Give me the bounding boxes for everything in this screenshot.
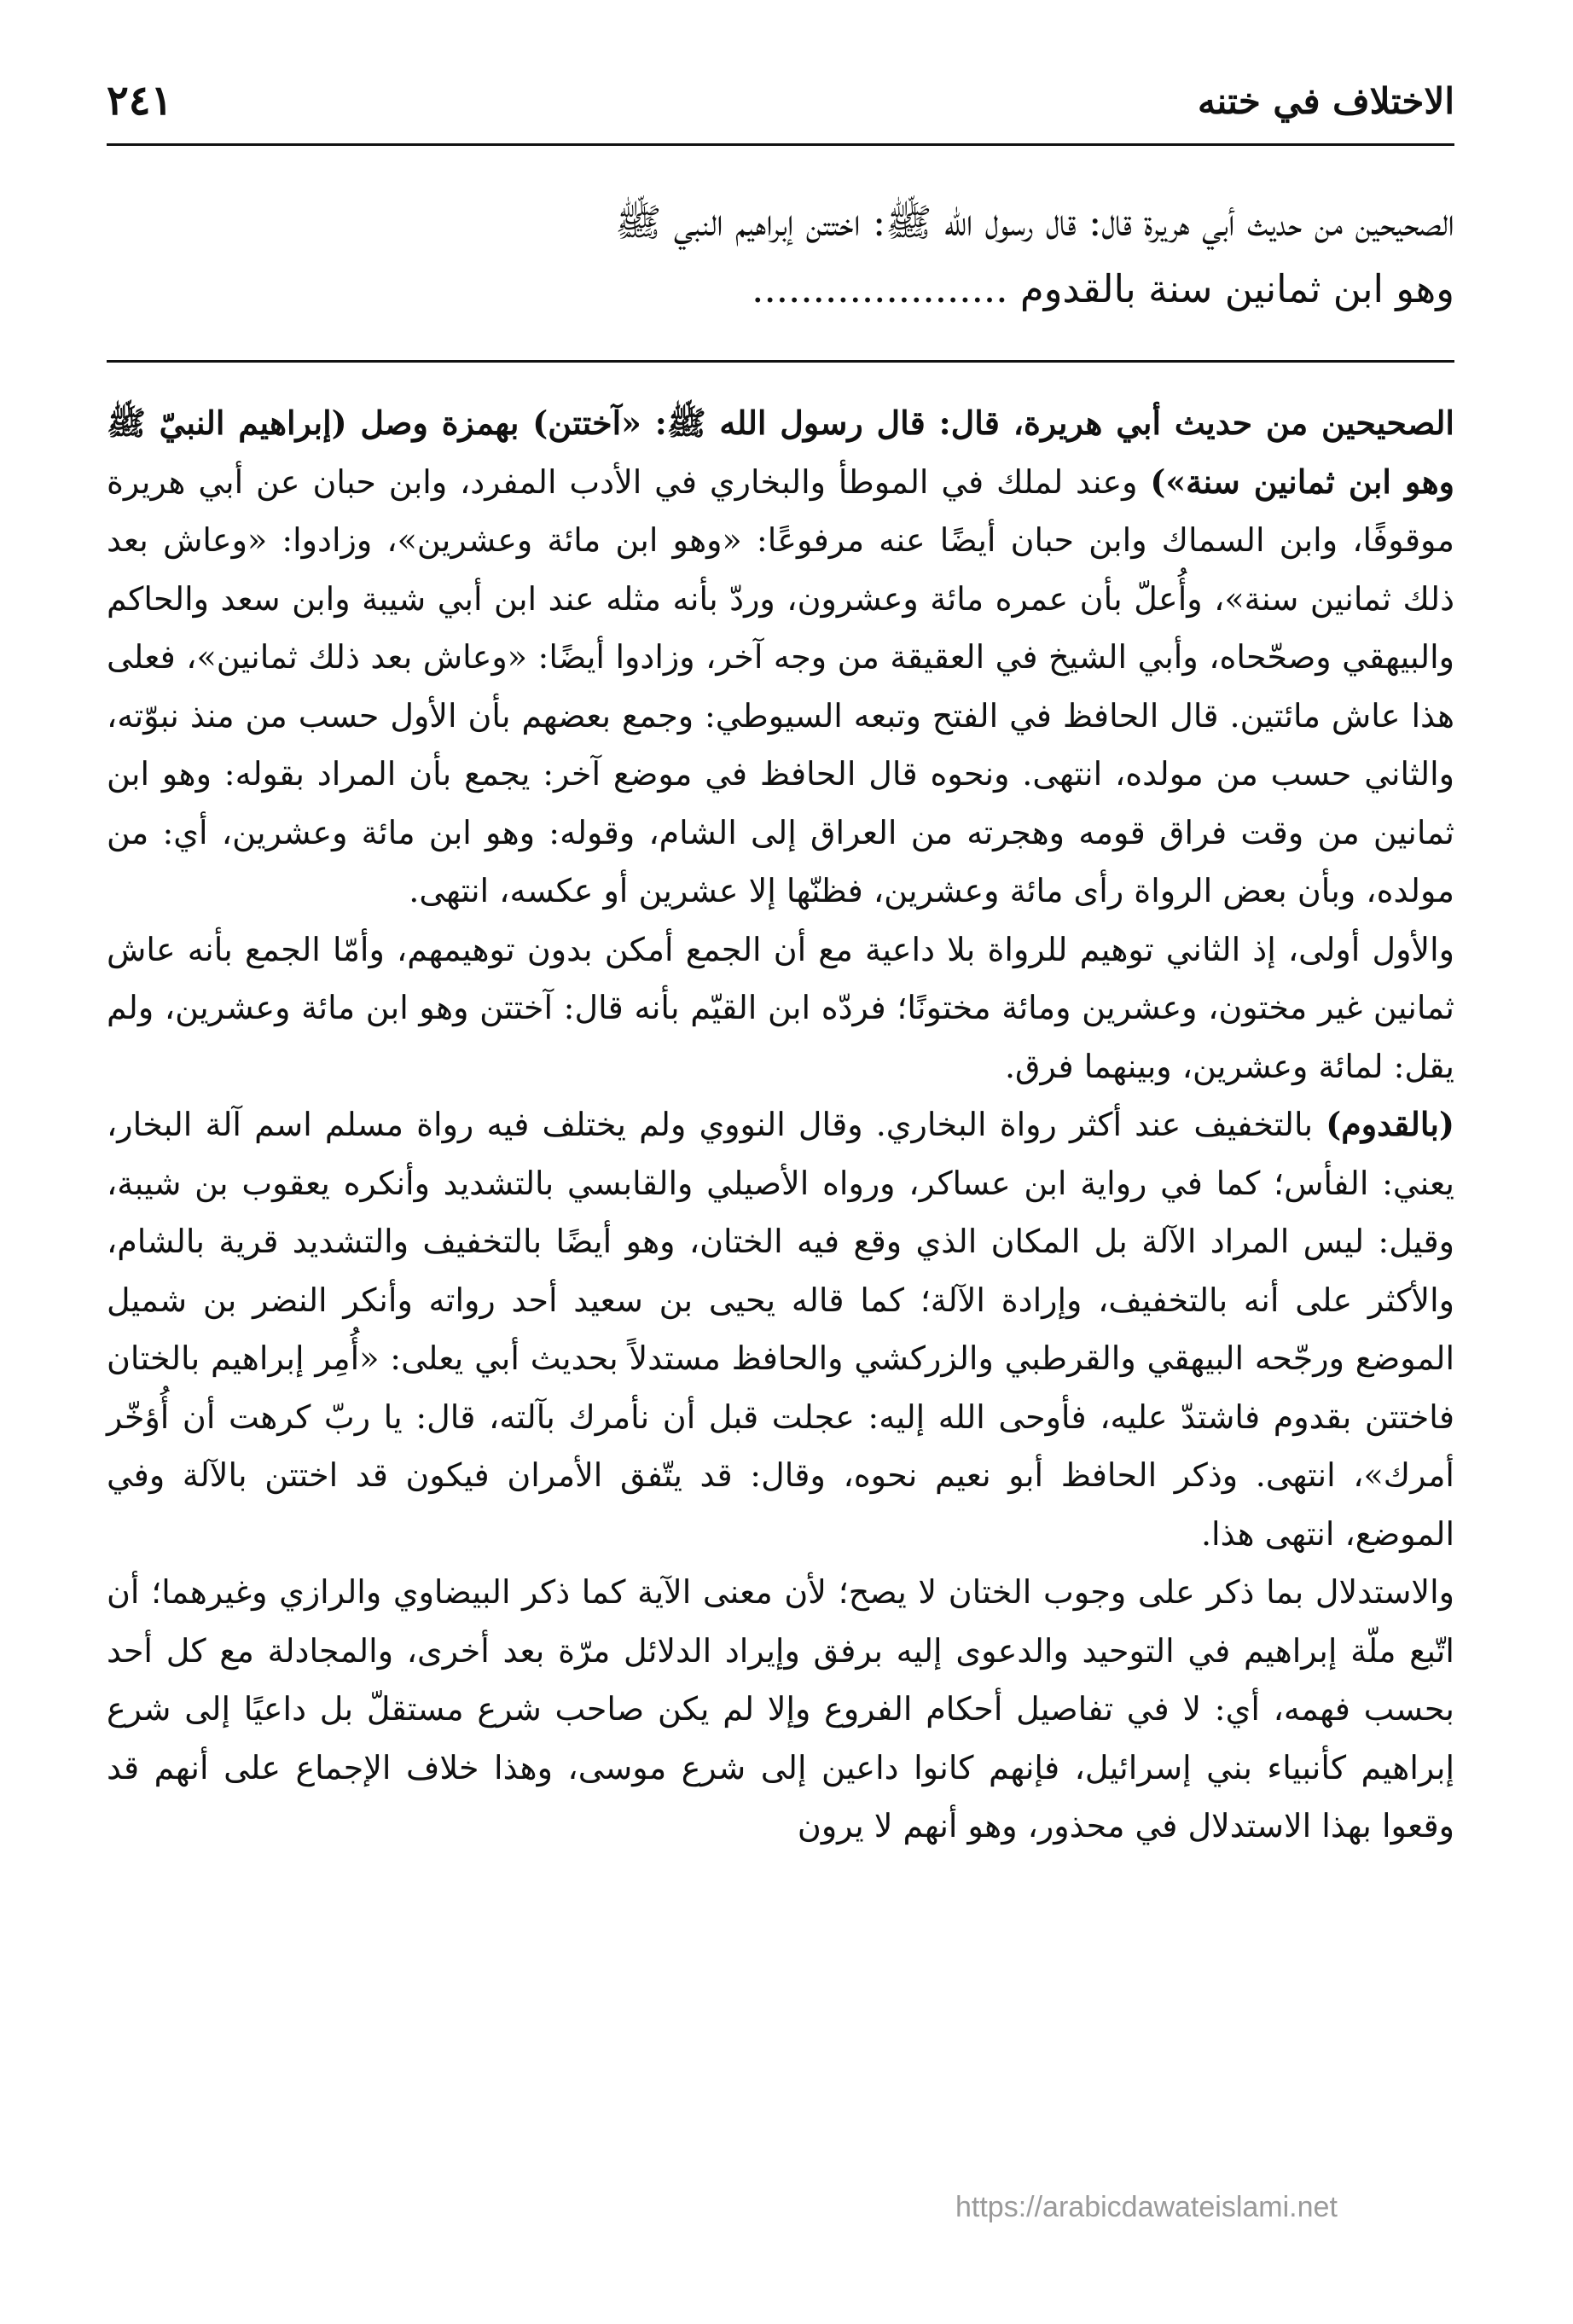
commentary-paragraph-1-text: وعند لملك في الموطأ والبخاري في الأدب المفرد، وابن حبان عن أبي هريرة موقوفًا، وابن السماك وابن حبان أيضًا عنه مرفوعًا: «وهو ابن مائة وعشرين»، وزادوا: «وعاش بعد ذلك ثمانين سنة»، وأُعلّ بأن عمره مائة وعشرون، وردّ بأنه مثله عند ابن أبي شيبة وابن سعد والحاكم والبيهقي وصحّحاه، وأبي الشيخ في العقيقة من وجه آخر، وزادوا أيضًا: «وعاش بعد ذلك ثمانين»، فعلى هذا عاش مائتين. قال الحافظ في الفتح وتبعه السيوطي: وجمع بعضهم بأن الأول حسب من منذ نبوّته، والثاني حسب من مولده، انتهى. ونحوه قال الحافظ في موضع آخر: يجمع بأن المراد بقوله: وهو ابن ثمانين من وقت فراق قومه وهجرته من العراق إلى الشام، وقوله: وهو ابن مائة وعشرين، أي: من مولده، وبأن بعض الرواة رأى مائة وعشرين، فظنّها إلا عشرين أو عكسه، انتهى.: [107, 462, 1454, 909]
commentary-paragraph-2: والأول أولى، إذ الثاني توهيم للرواة بلا داعية مع أن الجمع أمكن بدون توهيمهم، وأمّا الجمع بأنه عاش ثمانين غير مختون، وعشرين ومائة مختونًا؛ فردّه ابن القيّم بأنه قال: آختتن وهو ابن مائة وعشرين، ولم يقل: لمائة وعشرين، وبينهما فرق.: [107, 930, 1454, 1085]
commentary-paragraph-1: [107, 394, 1454, 921]
running-title: الاختلاف في ختنه: [1197, 79, 1454, 122]
page-header: [107, 67, 1454, 135]
commentary-paragraph-4: والاستدلال بما ذكر على وجوب الختان لا يصح؛ لأن معنى الآية كما ذكر البيضاوي والرازي وغيرهما؛ أن اتّبع ملّة إبراهيم في التوحيد والدعوى إليه برفق وإيراد الدلائل مرّة بعد أخرى، والمجادلة مع كل أحد بحسب فهمه، أي: لا في تفاصيل أحكام الفروع وإلا لم يكن صاحب شرع مستقلّ بل داعيًا إلى شرع إبراهيم كأنبياء بني إسرائيل، فإنهم كانوا داعين إلى شرع موسى، وهذا خلاف الإجماع على أنهم قد وقعوا بهذا الاستدلال في محذور، وهو أنهم لا يرون: [107, 1573, 1454, 1845]
commentary-paragraph-3: [107, 1095, 1454, 1563]
watermark-url: https://arabicdawateislami.net: [955, 2191, 1338, 2223]
page-number: ٢٤١: [107, 77, 173, 125]
commentary-lemma-1: الصحيحين من حديث أبي هريرة، قال: قال رسول الله ﷺ: «آختتن) بهمزة وصل (إبراهيم النبيّ ﷺ وهو ابن ثمانين سنة»): [107, 404, 1454, 501]
header-rule: [107, 143, 1454, 146]
section-rule: [107, 360, 1454, 363]
commentary-text: [107, 394, 1454, 1856]
hadith-line-2: [107, 256, 1454, 322]
commentary-paragraph-3-text: بالتخفيف عند أكثر رواة البخاري. وقال النووي ولم يختلف فيه رواة مسلم اسم آلة البخار، يعني: الفأس؛ كما في رواية ابن عساكر، ورواه الأصيلي والقابسي بالتشديد وأنكره يعقوب بن شيبة، وقيل: ليس المراد الآلة بل المكان الذي وقع فيه الختان، وهو أيضًا بالتخفيف والتشديد قرية بالشام، والأكثر على أنه بالتخفيف، وإرادة الآلة؛ كما قاله يحيى بن سعيد أحد رواته وأنكر النضر بن شميل الموضع ورجّحه البيهقي والقرطبي والزركشي والحافظ مستدلاً بحديث أبي يعلى: «أُمِر إبراهيم بالختان فاختتن بقدوم فاشتدّ عليه، فأوحى الله إليه: عجلت قبل أن نأمرك بآلته، قال: يا ربّ كرهت أن أُؤخّر أمرك»، انتهى. وذكر الحافظ أبو نعيم نحوه، وقال: قد يتّفق الأمران فيكون قد اختتن بالآلة وفي الموضع، انتهى هذا.: [107, 1106, 1454, 1553]
hadith-dots: .....................: [752, 266, 1008, 311]
hadith-line-2-text: وهو ابن ثمانين سنة بالقدوم: [1019, 266, 1454, 311]
commentary-lemma-3: (بالقدوم): [1326, 1105, 1454, 1143]
hadith-line-1: الصحيحين من حديث أبي هريرة قال: قال رسول الله ﷺ: اختتن إبراهيم النبي ﷺ: [615, 200, 1454, 245]
hadith-text: [107, 189, 1454, 322]
